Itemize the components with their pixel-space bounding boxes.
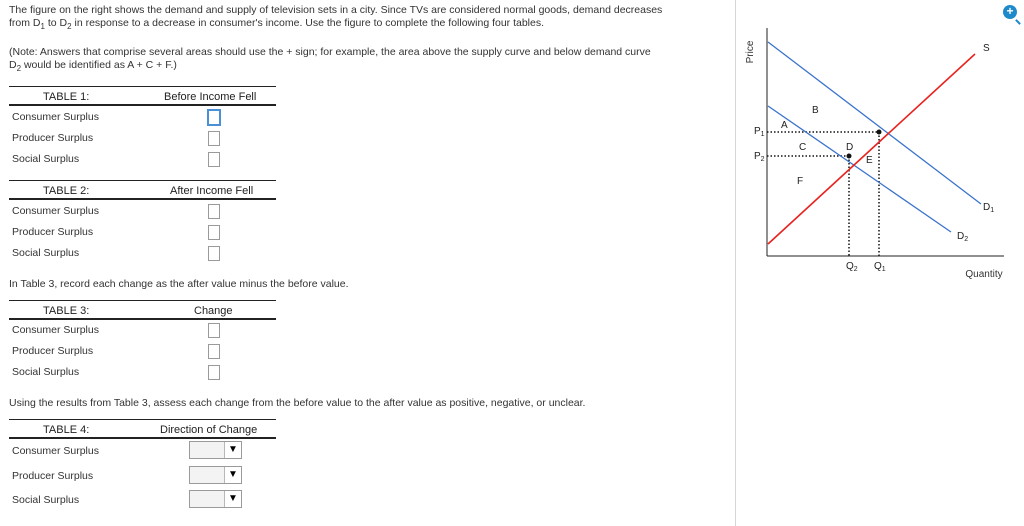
table-2-title: TABLE 2: [43, 185, 90, 197]
table-2-social-surplus-input[interactable] [208, 246, 220, 261]
table-1-social-surplus-input[interactable] [208, 152, 220, 167]
table-2-column-header: After Income Fell [170, 185, 254, 197]
table-1-title: TABLE 1: [43, 91, 90, 103]
supply-label: S [983, 43, 990, 54]
table-3-consumer-surplus-input[interactable] [208, 323, 220, 338]
table-4-consumer-surplus-dropdown[interactable] [189, 441, 242, 459]
area-f-label: F [797, 176, 804, 187]
d1-label: $D_1$ [983, 202, 995, 214]
table-1-consumer-surplus-input[interactable] [207, 109, 221, 126]
x-axis-label: Quantity [965, 269, 1003, 280]
supply-demand-graph [736, 0, 1024, 300]
table-4-row-consumer-label: Consumer Surplus [12, 445, 99, 457]
table-3-row-consumer-label: Consumer Surplus [12, 324, 99, 336]
table-4-producer-surplus-dropdown[interactable] [189, 466, 242, 484]
intro-line-1: The figure on the right shows the demand and supply of television sets in a city. Since TVs are considered normal goods, demand decreases [9, 4, 663, 16]
area-b-label: B [812, 105, 819, 116]
area-a-label: A [781, 120, 788, 131]
equilibrium-point-1 [877, 130, 882, 135]
table-2-header-rule [9, 198, 276, 200]
table-3-instruction: In Table 3, record each change as the after value minus the before value. [9, 278, 349, 290]
table-3-title: TABLE 3: [43, 305, 90, 317]
table-1-top-rule [9, 86, 276, 87]
table-1-column-header: Before Income Fell [164, 91, 257, 103]
table-2-row-producer-label: Producer Surplus [12, 226, 94, 238]
table-3-top-rule [9, 300, 276, 301]
table-4-row-producer-label: Producer Surplus [12, 470, 94, 482]
table-3-header-rule [9, 318, 276, 320]
table-4-instruction: Using the results from Table 3, assess each change from the before value to the after value as positive, negative, or unclear. [9, 397, 586, 409]
chevron-down-icon: ▼ [224, 442, 241, 458]
zoom-in-icon[interactable] [1003, 5, 1017, 19]
area-c-label: C [799, 142, 807, 153]
table-4-title: TABLE 4: [43, 424, 90, 436]
intro-line-2: from $D_1$ to $D_2$ in response to a decrease in consumer's income. Use the figure to complete the following four tables. [9, 17, 545, 32]
table-3-social-surplus-input[interactable] [208, 365, 220, 380]
note-line-1: (Note: Answers that comprise several areas should use the + sign; for example, the area above the supply curve and below demand curve [9, 46, 651, 58]
q2-label: $Q_2$ [846, 261, 858, 273]
q1-label: $Q_1$ [874, 261, 886, 273]
plus-icon: + [1006, 4, 1014, 18]
chevron-down-icon: ▼ [224, 467, 241, 483]
table-2-row-consumer-label: Consumer Surplus [12, 205, 99, 217]
table-4-row-social-label: Social Surplus [12, 494, 80, 506]
area-e-label: E [866, 155, 873, 166]
table-1-header-rule [9, 104, 276, 106]
table-4-social-surplus-dropdown[interactable] [189, 490, 242, 508]
table-3-row-social-label: Social Surplus [12, 366, 80, 378]
y-axis-label: Price [745, 40, 756, 64]
table-2-consumer-surplus-input[interactable] [208, 204, 220, 219]
table-1-producer-surplus-input[interactable] [208, 131, 220, 146]
table-2-top-rule [9, 180, 276, 181]
table-2-row-social-label: Social Surplus [12, 247, 80, 259]
table-3-column-header: Change [194, 305, 233, 317]
d2-label: $D_2$ [957, 231, 969, 243]
note-line-2: $D_2$ would be identified as A + C + F.) [9, 59, 177, 74]
p2-label: $P_2$ [754, 151, 765, 163]
table-4-header-rule [9, 437, 276, 439]
equilibrium-point-2 [847, 154, 852, 159]
table-4-top-rule [9, 419, 276, 420]
table-4-column-header: Direction of Change [160, 424, 258, 436]
area-d-label: D [846, 142, 854, 153]
table-3-producer-surplus-input[interactable] [208, 344, 220, 359]
table-1-row-social-label: Social Surplus [12, 153, 80, 165]
table-1-row-consumer-label: Consumer Surplus [12, 111, 99, 123]
p1-label: $P_1$ [754, 126, 765, 138]
table-1-row-producer-label: Producer Surplus [12, 132, 94, 144]
chevron-down-icon: ▼ [224, 491, 241, 507]
table-2-producer-surplus-input[interactable] [208, 225, 220, 240]
table-3-row-producer-label: Producer Surplus [12, 345, 94, 357]
demand-curve-d2 [768, 106, 951, 232]
